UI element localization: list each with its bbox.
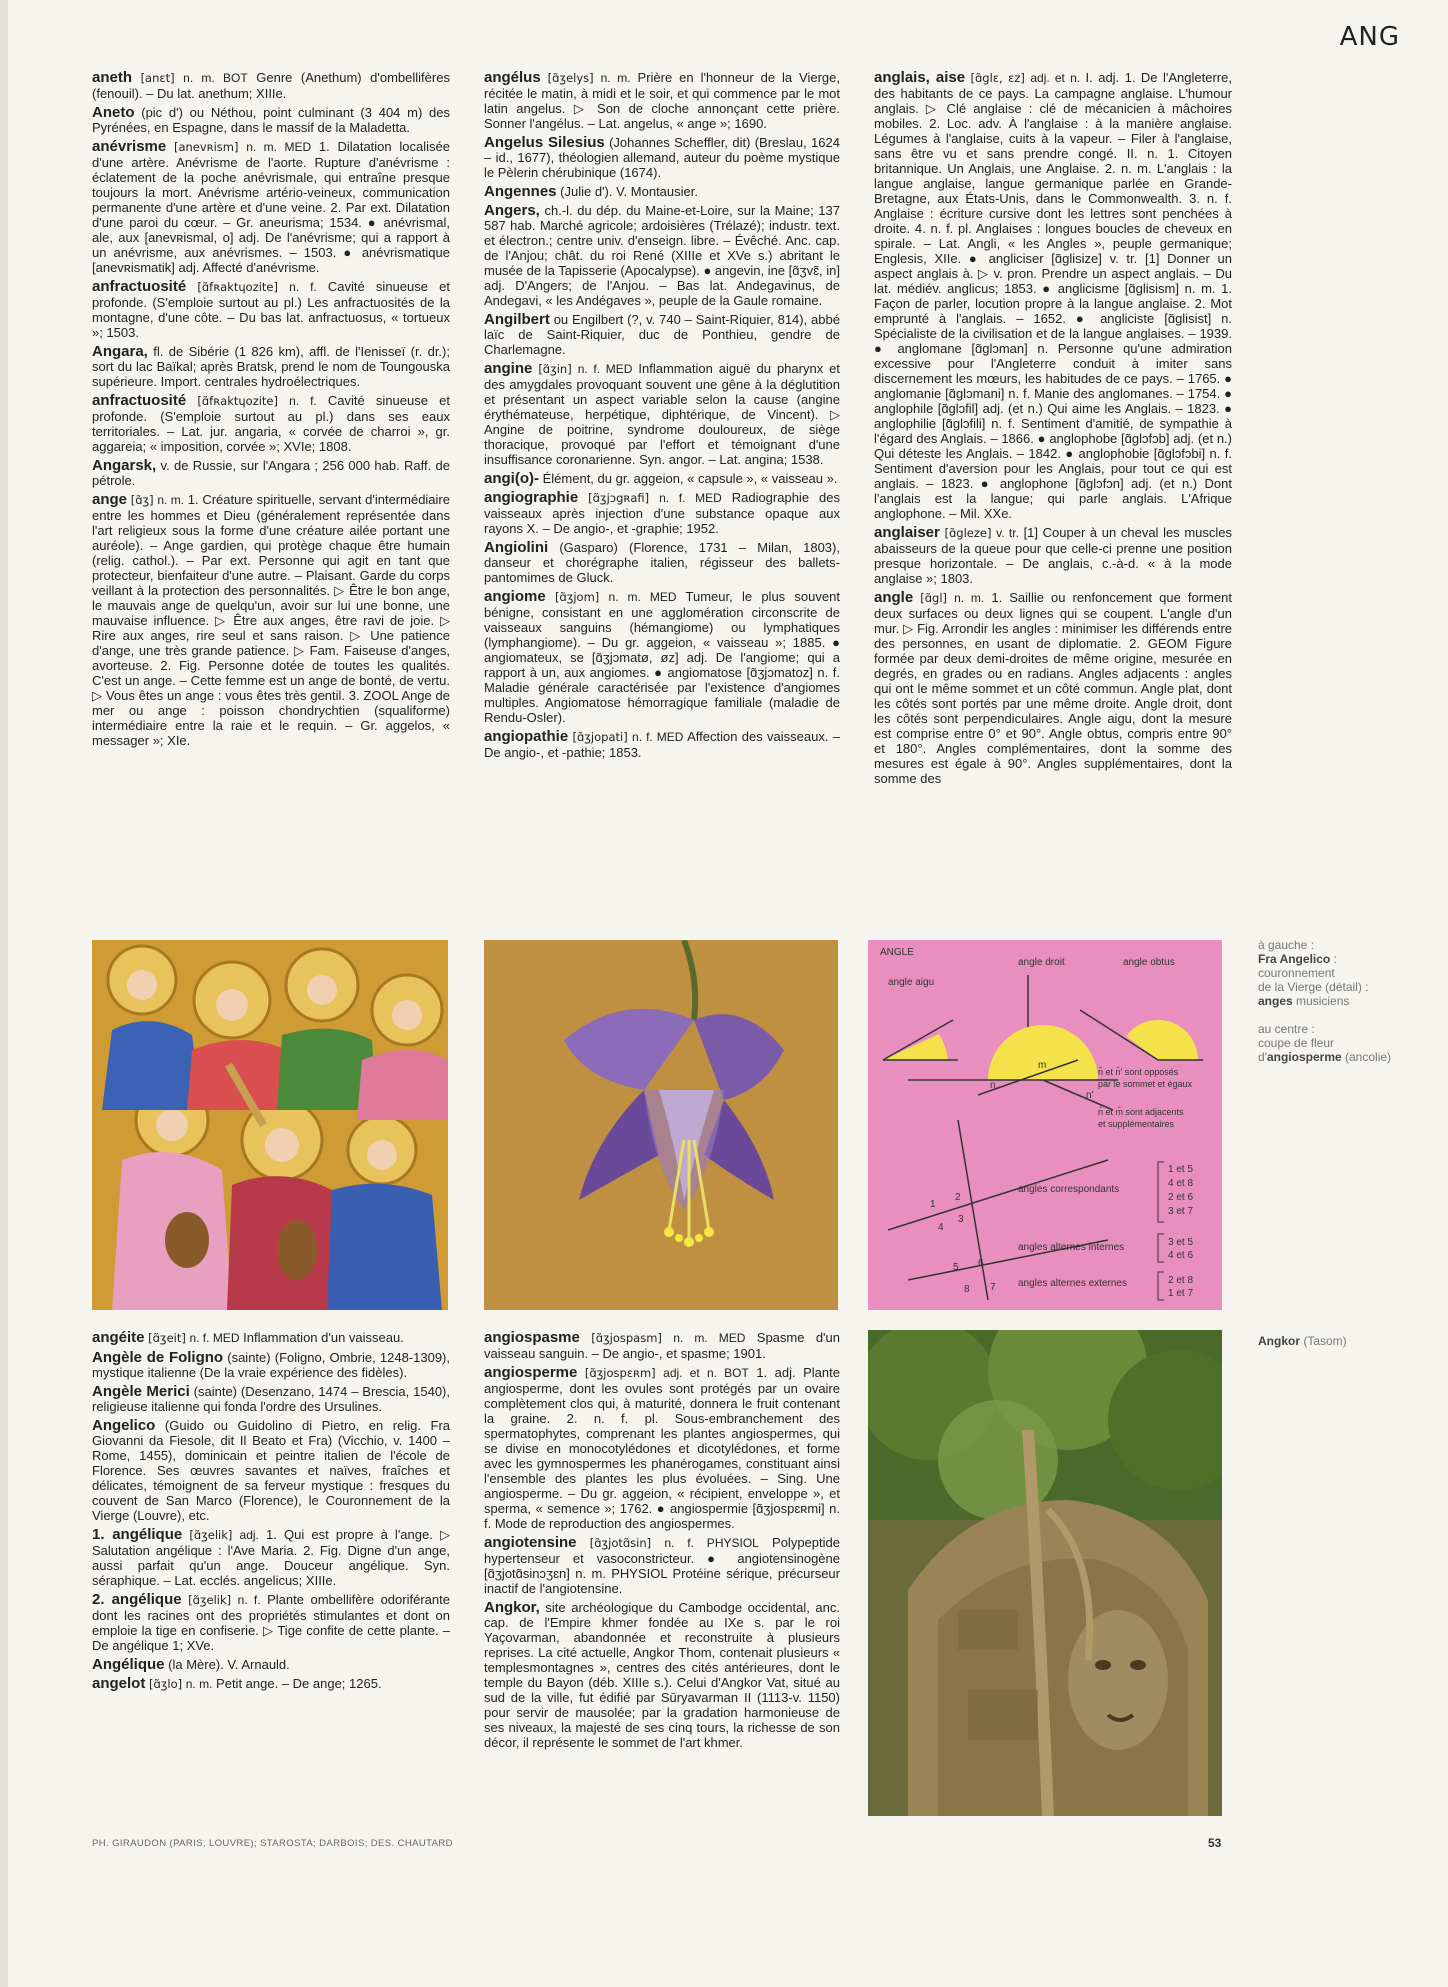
entry-definition: I. adj. 1. De l'Angleterre, des habitants de ce pays. La campagne anglaise. L'humour anglais. ▷ Clé anglaise : clé de mécanicien à mâchoires mobiles. 2. Loc. adv. À l'anglaise : à la manière anglaise. Légumes à l'anglaise, cuits à la vapeur. – Filer à l'anglaise, sans être vu et sans prendre congé. II. n. 1. Citoyen britannique. Un Anglais, une Anglaise. 2. n. m. L'anglais : la langue anglaise, langue germanique parlée en Grande-Bretagne, aux États-Unis, dans le Commonwealth. 3. n. f. Anglaise : écriture cursive dont les lettres sont penchées à droite. 4. n. f. pl. Anglaises : longues boucles de cheveux en spirale. – Lat. Angli, « les Angles », peuple germanique; Englesis, XIIe. ● angliciser [ɑ̃glisize] v. tr. [1] Donner un aspect anglais à. ▷ v. pron. Prendre un aspect anglais. – Du lat. médiév. anglicus; 1853. ● anglicisme [ɑ̃glisism] n. m. 1. Façon de parler, locution propre à la langue anglaise. 2. Mot emprunté à l'anglais. – 1652. ● angliciste [ɑ̃glisist] n. Spécialiste de la civilisation et de la langue anglaises. – 1939. ● anglomane [ɑ̃glɔman] n. Personne qu'une admiration excessive pour l'Angleterre conduit à imiter sans discernement les mœurs, les habitudes de ce pays. – 1765. ● anglomanie [ɑ̃glɔmani] n. f. Manie des anglomanes. – 1754. ● anglophile [ɑ̃glɔfil] adj. (et n.) Qui aime les Anglais. – 1823. ● anglophilie [ɑ̃glɔfili] n. f. Sentiment d'amitié, de sympathie à l'égard des Anglais. – 1866. ● anglophobe [ɑ̃glɔfɔb] adj. (et n.) Qui déteste les Anglais. – 1842. ● anglophobie [ɑ̃glɔfɔbi] n. f. Sentiment d'aversion pour les Anglais, pour tout ce qui est anglais. – 1823. ● anglophone [ɑ̃glɔfɔn] adj. (et n.) Dont l'anglais est la langue; qui parle anglais. L'Afrique anglophone. – Mil. XXe. (874, 70, 1232, 521)
entry-headword: angiome (484, 588, 546, 605)
num-3: 3 (958, 1214, 964, 1225)
entry-grammar: n. m. MED (608, 590, 677, 604)
dictionary-entry (484, 1535, 840, 1596)
caption-flower-l3 (1258, 1050, 1428, 1064)
entry-grammar: n. f. MED (577, 362, 633, 376)
entry-phonetic: [ɑ̃ʒelys] (547, 71, 594, 85)
num-8: 8 (964, 1284, 970, 1295)
entry-definition: (la Mère). V. Arnauld. (168, 1657, 290, 1672)
entry-grammar: n. m. (600, 71, 631, 85)
caption-flower-l2: coupe de fleur (1258, 1036, 1335, 1050)
caption-angkor-b: (Tasom) (1300, 1334, 1347, 1348)
entry-definition: site archéologique du Cambodge occidental, anc. cap. de l'Empire khmer fondée au IXe s. par le roi Yaçovarman, abandonnée et reconstruite à plusieurs reprises. La cité actuelle, Angkor Thom, contenait plusieurs « templesmontagnes », centres des cités antérieures, dont le temple du Bayon (déb. XIIIe s.). Celui d'Angkor Vat, situé au sud de la ville, fut édifié par Sūryavarman II (1113-v. 1150) pour servir de mausolée; par la gradation harmonieuse de ses niveaux, la majesté de ses cinq tours, la richesse de son décor, il représente le sommet de l'art khmer. (484, 1600, 840, 1750)
entry-definition: Cavité sinueuse et profonde. (S'emploie surtout au pl.) dans ses eaux territoriales. – Lat. jur. angaria, « corvée de charroi », gr. aggareia; « imposition, corvée »; XVIe; 1808. (92, 393, 450, 454)
dictionary-entry (92, 139, 450, 275)
column-2-top (484, 70, 840, 925)
num-1: 1 (930, 1199, 936, 1210)
caption-flower-l3a: d' (1258, 1050, 1267, 1064)
entry-definition: v. de Russie, sur l'Angara ; 256 000 hab. Raff. de pétrole. (92, 458, 450, 488)
entry-grammar: adj. (239, 1528, 259, 1542)
entry-definition: Affection des vaisseaux. – De angio-, et -pathie; 1853. (484, 729, 840, 760)
dictionary-entry (92, 1657, 450, 1672)
num-5: 5 (953, 1262, 959, 1273)
entry-definition: (Gasparo) (Florence, 1731 – Milan, 1803), danseur et chorégraphe italien, régisseur des ballets-pantomimes de Gluck. (484, 540, 840, 585)
entry-headword: aneth (92, 70, 133, 86)
entry-definition: ou Engilbert (?, v. 740 – Saint-Riquier, 814), abbé laïc de Saint-Riquier, duc de Ponthieu, gendre de Charlemagne. (484, 312, 840, 357)
entry-headword: Angkor, (484, 1599, 540, 1616)
entry-definition: (sainte) (Desenzano, 1474 – Brescia, 1540), religieuse italienne qui fonda l'ordre des Ursulines. (92, 1384, 450, 1414)
pair-altint-1: 3 et 5 (1168, 1237, 1194, 1248)
entry-phonetic: [ɑ̃gleze] (944, 526, 992, 540)
entry-grammar: n. f. PHYSIOL (664, 1536, 759, 1550)
entry-headword: anglais, aise (874, 70, 966, 86)
label-right-angle: angle droit (1018, 957, 1065, 968)
entry-headword: angi(o)- (484, 470, 539, 487)
label-acute-angle: angle aigu (888, 977, 935, 988)
entry-phonetic: [ɑ̃gl] (920, 591, 948, 605)
dictionary-entry (92, 105, 450, 135)
entry-grammar: n. f. (237, 1593, 261, 1607)
entry-definition: (Guido ou Guidolino di Pietro, en relig. Fra Giovanni da Fiesole, dit Il Beato et Fra) (Vicchio, v. 1400 – Rome, 1455), dominicain et peintre italien de l'école de Florence. Ses œuvres savantes et naïves, fraîches et délicates, témoignent de sa ferveur mystique : fresques du couvent de San Marco (Florence), le Couronnement de la Vierge (Louvre), etc. (92, 1418, 450, 1523)
dictionary-entry (92, 279, 450, 340)
dictionary-entry (484, 729, 840, 760)
entry-grammar: n. m. (954, 591, 985, 605)
label-adjacent: n̂ et m̂ sont adjacents (1098, 1107, 1184, 1117)
entry-headword: 2. angélique (92, 1591, 182, 1608)
entry-phonetic: [ɑ̃ʒeit] (148, 1331, 186, 1345)
dictionary-entry (92, 1418, 450, 1523)
label-alternate-interior: angles alternes internes (1018, 1242, 1125, 1253)
entry-headword: ange (92, 491, 128, 508)
entry-headword: Aneto (92, 104, 135, 121)
dictionary-entry (92, 492, 450, 748)
entry-headword: anfractuosité (92, 392, 187, 409)
dictionary-entry (874, 70, 1232, 521)
angelico-painting-image (92, 940, 448, 1310)
entry-headword: angle (874, 589, 914, 606)
label-corresponding: angles correspondants (1018, 1184, 1120, 1195)
entry-phonetic: [anɛt] (140, 71, 175, 85)
entry-definition: Inflammation d'un vaisseau. (243, 1330, 404, 1345)
entry-headword: angiotensine (484, 1534, 577, 1551)
entry-headword: anfractuosité (92, 278, 187, 295)
dictionary-entry (92, 70, 450, 101)
dictionary-entry (92, 1592, 450, 1653)
entry-headword: angiopathie (484, 728, 569, 745)
entry-phonetic: [ɑ̃ʒjɔgʀafi] (588, 491, 650, 505)
entry-grammar: n. m. BOT (183, 71, 248, 85)
num-6: 6 (978, 1258, 984, 1269)
entry-phonetic: [ɑ̃ʒelik] (188, 1593, 232, 1607)
angiosperm-flower-image (484, 940, 838, 1310)
dictionary-entry (92, 458, 450, 488)
entry-headword: anévrisme (92, 138, 167, 155)
entry-definition: Plante ombellifère odoriférante dont les racines ont des propriétés stimulantes et dont on emploie la tige en confiserie. ▷ Tige confite de cette plante. – De angélique 1; XVe. (92, 1592, 450, 1653)
entry-definition: Prière en l'honneur de la Vierge, récitée le matin, à midi et le soir, et qui commence par le mot latin angelus. ▷ Son de cloche annonçant cette prière. Sonner l'angélus. – Lat. angelus, « ange »; 1690. (484, 70, 840, 131)
dictionary-entry (874, 525, 1232, 586)
label-n: n (990, 1080, 996, 1091)
dictionary-entry (484, 1600, 840, 1750)
entry-headword: angélus (484, 70, 541, 86)
entry-definition: fl. de Sibérie (1 826 km), affl. de l'Ienisseï (r. dr.); sort du lac Baïkal; après Bratsk, prend le nom de Toungouska supérieure. Import. centrales hydroélectriques. (92, 344, 450, 389)
dictionary-entry (92, 393, 450, 454)
entry-definition: Genre (Anethum) d'ombellifères (fenouil). – Du lat. anethum; XIIIe. (92, 70, 450, 101)
num-2: 2 (955, 1192, 961, 1203)
caption-angelico-l4b: musiciens (1292, 994, 1350, 1008)
caption-angelico-l2: couronnement (1258, 966, 1335, 980)
dictionary-entry (92, 1330, 450, 1346)
dictionary-entry (484, 540, 840, 585)
caption-angelico-name-line (1258, 952, 1428, 966)
entry-grammar: n. f. (289, 280, 317, 294)
dictionary-entry (484, 361, 840, 467)
dictionary-entry (874, 590, 1232, 786)
dictionary-entry (484, 312, 840, 357)
pair-altint-2: 4 et 6 (1168, 1250, 1194, 1261)
entry-grammar: adj. et n. BOT (663, 1366, 749, 1380)
dictionary-entry (92, 1384, 450, 1414)
entry-phonetic: [ɑ̃ʒjotɑ̃sin] (589, 1536, 652, 1550)
entry-phonetic: [ɑ̃ʒ] (130, 493, 154, 507)
dictionary-entry (484, 184, 840, 199)
dictionary-entry (484, 203, 840, 308)
photo-credits: PH. GIRAUDON (PARIS, LOUVRE); STAROSTA; DARBOIS; DES. CHAUTARD (92, 1838, 453, 1849)
column-1-bottom (92, 1330, 450, 1830)
entry-grammar: v. tr. (996, 526, 1019, 540)
entry-grammar: n. m. MED (246, 140, 312, 154)
label-adjacent2: et supplémentaires (1098, 1119, 1175, 1129)
entry-definition: Petit ange. – De ange; 1265. (216, 1676, 382, 1691)
caption-angelico-intro: à gauche : (1258, 938, 1315, 952)
entry-grammar: n. f. MED (189, 1331, 240, 1345)
entry-phonetic: [ɑ̃ʒjospɛʀm] (584, 1366, 656, 1380)
entry-definition: ch.-l. du dép. du Maine-et-Loire, sur la Maine; 137 587 hab. Marché agricole; ardoisières (Trélazé); industr. text. et électron.; centre univ. d'enseign. libre. – Évêché. Anc. cap. de l'Anjou; chât. du roi René (XIIIe et XVe s.) abritant le musée de la Tapisserie (Apocalypse). ● angevin, ine [ɑ̃ʒvɛ̃, in] adj. D'Angers; de l'Anjou. – Bas lat. Andegavinus, de Andegavi, « les Andégaves », peuple de la Gaule romaine. (484, 203, 840, 308)
entry-grammar: n. f. MED (659, 491, 722, 505)
label-m: m (1038, 1060, 1047, 1071)
dictionary-entry (484, 1365, 840, 1531)
entry-definition: (sainte) (Foligno, Ombrie, 1248-1309), mystique italienne (De la vraie expérience des fidèles). (92, 1350, 450, 1380)
entry-headword: Angiolini (484, 539, 549, 556)
entry-phonetic: [ɑ̃ʒjospasm] (591, 1331, 662, 1345)
entry-headword: 1. angélique (92, 1526, 183, 1543)
entry-phonetic: [ɑ̃fʀaktɥozite] (197, 394, 278, 408)
entry-definition: Tumeur, le plus souvent bénigne, consistant en une agglomération circonscrite de vaisseaux sanguins (hémangiome) ou lymphatiques (lymphangiome). – Du gr. aggeion, « vaisseau »; 1885. ● angiomateux, se [ɑ̃ʒjɔmatø, øz] adj. De l'angiome; qui a rapport à un, aux angiomes. ● angiomatose [ɑ̃ʒjɔmatoz] n. f. Maladie générale caractérisée par l'existence d'angiomes multiples. Angiomatose hémorragique familiale (maladie de Rendu-Osler). (484, 589, 840, 725)
entry-definition: 1. adj. Plante angiosperme, dont les ovules sont protégés par un ovaire complètement clos qui, à maturité, donnera le fruit contenant la graine. 2. n. f. pl. Sous-embranchement des spermatophytes, comprenant les plantes angiospermes, qui se divise en monocotylédones et dicotylédones, et forme avec les gymnospermes les phanérogames, constituant ainsi l'ensemble des plantes les plus évoluées. – Sing. Une angiosperme. – Du gr. aggeion, « récipient, enveloppe », et sperma, « semence »; 1762. ● angiospermie [ɑ̃ʒjospɛʀmi] n. f. Mode de reproduction des angiospermes. (484, 1365, 840, 1531)
entry-phonetic: [ɑ̃ʒjom] (554, 590, 600, 604)
entry-definition: [1] Couper à un cheval les muscles abaisseurs de la queue pour que celle-ci prenne une position presque horizontale. – De anglais, c.-à-d. « à la mode anglaise »; 1803. (874, 525, 1232, 586)
label-n-prime: n' (1086, 1090, 1094, 1101)
column-3-top (874, 70, 1232, 925)
label-opposite: n̂ et n̂' sont opposés (1098, 1067, 1179, 1077)
num-7: 7 (990, 1282, 996, 1293)
caption-angkor (1258, 1334, 1428, 1348)
entry-definition: 1. Saillie ou renfoncement que forment deux surfaces ou deux lignes qui se coupent. L'angle d'un mur. ▷ Fig. Arrondir les angles : minimiser les différends entre des personnes, en usant de diplomatie. 2. GEOM Figure formée par deux demi-droites de même origine, mesurée en degrés, en grades ou en radians. Angles adjacents : angles qui ont le même sommet et un côté commun. Angle plat, dont les côtés sont portés par une même droite. Angle droit, dont les côtés sont perpendiculaires. Angle aigu, dont la mesure est comprise entre 0° et 90°. Angle obtus, compris entre 90° et 180°. Angles complémentaires, dont la somme des mesures est égale à 90°. Angles supplémentaires, dont la somme des (874, 590, 1232, 786)
entry-grammar: adj. et n. (1030, 71, 1081, 85)
entry-headword: Angara, (92, 343, 148, 360)
entry-grammar: n. m. MED (673, 1331, 746, 1345)
caption-angelico-name: Fra Angelico (1258, 952, 1331, 966)
caption-flower-intro: au centre : (1258, 1022, 1315, 1036)
entry-phonetic: [ɑ̃glɛ, ɛz] (970, 71, 1025, 85)
dictionary-entry (484, 135, 840, 180)
entry-grammar: n. m. (185, 1677, 213, 1691)
entry-headword: angiographie (484, 489, 579, 506)
label-opposite2: par le sommet et égaux (1098, 1079, 1193, 1089)
entry-grammar: n. f. (289, 394, 317, 408)
pair-altext-2: 1 et 7 (1168, 1288, 1194, 1299)
caption-flower-l3b: angiosperme (1266, 1050, 1342, 1064)
dictionary-entry (92, 344, 450, 389)
angle-diagram (868, 940, 1222, 1310)
entry-definition: Élément, du gr. aggeion, « capsule », « vaisseau ». (542, 471, 838, 486)
entry-phonetic: [ɑ̃fʀaktɥozite] (197, 280, 278, 294)
caption-angelico (1258, 938, 1428, 1064)
entry-definition: 1. Dilatation localisée d'une artère. Anévrisme de l'aorte. Rupture d'anévrisme : éclatement de la poche anévrismale, qui entraîne presque toujours la mort. Anévrisme artério-veineux, communication permanente d'une artère et d'une veine. 2. Par ext. Dilatation d'une paroi du cœur. – Gr. aneurisma; 1534. ● anévrismal, ale, aux [anevʀismal, o] adj. De l'anévrisme; qui a rapport à un anévrisme, aux anévrismes. – 1503. ● anévrismatique [anevʀismatik] adj. Affecté d'anévrisme. (92, 139, 450, 275)
entry-headword: angine (484, 360, 533, 377)
entry-grammar: n. m. (157, 493, 185, 507)
angkor-photo-image (868, 1330, 1222, 1816)
caption-angelico-l3: de la Vierge (détail) : (1258, 980, 1369, 994)
page-edge (0, 0, 8, 1987)
entry-headword: angelot (92, 1675, 146, 1692)
entry-definition: 1. Créature spirituelle, servant d'intermédiaire entre les hommes et Dieu (généralement représentée dans l'art religieux sous la forme d'une créature ailée portant une auréole). – Ange gardien, qui protège chaque être humain (relig. cathol.). – Par ext. Personne qui agit en tant que protecteur, bienfaiteur d'une autre. – Plaisant. Garde du corps veillant à la protection des personnalités. ▷ Être le bon ange, le mauvais ange de quelqu'un, avoir sur lui une bonne, une mauvaise influence. ▷ Être aux anges, être ravi de joie. ▷ Rire aux anges, rire seul et sans raison. ▷ Une patience d'ange, une très grande patience. ▷ Fam. Faiseuse d'anges, avorteuse. 2. Fig. Personne dotée de toutes les qualités. C'est un ange. – Cette femme est un ange de bonté, de vertu. ▷ Vous êtes un ange : vous êtes très gentil. 3. ZOOL Ange de mer ou ange : poisson chondrychtien (squaliforme) intermédiaire entre la raie et le requin. – Gr. aggelos, « messager »; XIe. (92, 492, 450, 748)
entry-definition: Cavité sinueuse et profonde. (S'emploie surtout au pl.) Les anfractuosités de la montagne, d'une côte. – Du bas lat. anfractuosus, « tortueux »; 1503. (92, 279, 450, 340)
num-4: 4 (938, 1222, 944, 1233)
dictionary-entry (92, 1350, 450, 1380)
column-2-bottom (484, 1330, 840, 1830)
entry-phonetic: [ɑ̃ʒelik] (189, 1528, 233, 1542)
entry-headword: Angèle de Foligno (92, 1349, 224, 1366)
pair-corr-2: 4 et 8 (1168, 1178, 1194, 1189)
pair-corr-4: 3 et 7 (1168, 1206, 1194, 1217)
dictionary-entry (484, 1330, 840, 1361)
entry-headword: Angèle Merici (92, 1383, 190, 1400)
entry-headword: angiosperme (484, 1364, 578, 1381)
entry-headword: Angélique (92, 1656, 165, 1673)
entry-definition: Spasme d'un vaisseau sanguin. – De angio-, et spasme; 1901. (484, 1330, 840, 1361)
dictionary-entry (92, 1527, 450, 1588)
entry-definition: (Julie d'). V. Montausier. (560, 184, 698, 199)
entry-headword: Angennes (484, 183, 557, 200)
dictionary-entry (484, 589, 840, 725)
label-obtuse-angle: angle obtus (1123, 957, 1175, 968)
entry-headword: Angarsk, (92, 457, 157, 474)
dictionary-entry (92, 1676, 450, 1692)
entry-headword: angiospasme (484, 1330, 580, 1346)
entry-headword: anglaiser (874, 524, 940, 541)
entry-definition: (pic d') ou Néthou, point culminant (3 404 m) des Pyrénées, en Espagne, dans le massif de la Maladetta. (92, 105, 450, 135)
column-1-top (92, 70, 450, 925)
entry-grammar: n. f. MED (632, 730, 684, 744)
entry-definition: Polypeptide hypertenseur et vasoconstricteur. ● angiotensinogène [ɑ̃ʒjotɑ̃sinɔʒɛn] n. m. PHYSIOL Protéine sérique, précurseur inactif de l'angiotensine. (484, 1535, 840, 1596)
entry-phonetic: [ɑ̃ʒin] (538, 362, 572, 376)
entry-definition: 1. Qui est propre à l'ange. ▷ Salutation angélique : l'Ave Maria. 2. Fig. Digne d'un ange, aussi parfait qu'un ange. Douceur angélique. Syn. séraphique. – Lat. ecclés. angelicus; XIIIe. (92, 1527, 450, 1588)
entry-definition: Inflammation aiguë du pharynx et des amygdales provoquant souvent une gêne à la déglutition et présentant un aspect variable selon la cause (angine érythémateuse, herpétique, diphtérique, de Vincent). ▷ Angine de poitrine, syndrome douloureux, de siège thoracique, provoqué par l'effort et témoignant d'une insuffisance coronarienne. Syn. angor. – Lat. angina; 1538. (484, 361, 840, 467)
caption-angelico-l4a: anges (1258, 994, 1293, 1008)
entry-definition: (Johannes Scheffler, dit) (Breslau, 1624 – id., 1677), théologien allemand, auteur du poème mystique le Pèlerin chérubinique (1674). (484, 135, 840, 180)
entry-headword: angéite (92, 1330, 145, 1346)
entry-headword: Angelus Silesius (484, 134, 605, 151)
caption-angkor-a: Angkor (1258, 1334, 1300, 1348)
dictionary-entry (484, 471, 840, 486)
dictionary-entry (484, 70, 840, 131)
diagram-title: ANGLE (880, 947, 914, 958)
entry-definition: Radiographie des vaisseaux après injection d'une substance opaque aux rayons X. – De angio-, et -graphie; 1952. (484, 490, 840, 536)
entry-phonetic: [ɑ̃ʒlo] (148, 1677, 183, 1691)
entry-phonetic: [ɑ̃ʒjopati] (572, 730, 628, 744)
pair-corr-3: 2 et 6 (1168, 1192, 1194, 1203)
caption-angelico-l4 (1258, 994, 1428, 1008)
caption-angelico-colon: : (1330, 952, 1337, 966)
entry-headword: Angelico (92, 1417, 156, 1434)
pair-corr-1: 1 et 5 (1168, 1164, 1194, 1175)
label-alternate-exterior: angles alternes externes (1018, 1278, 1127, 1289)
dictionary-entry (484, 490, 840, 536)
entry-headword: Angilbert (484, 311, 550, 328)
caption-flower-l3c: (ancolie) (1341, 1050, 1392, 1064)
entry-phonetic: [anevʀism] (173, 140, 239, 154)
entry-headword: Angers, (484, 202, 540, 219)
pair-altext-1: 2 et 8 (1168, 1275, 1194, 1286)
guide-word: ANG (1339, 22, 1400, 52)
page-number: 53 (1208, 1836, 1222, 1850)
